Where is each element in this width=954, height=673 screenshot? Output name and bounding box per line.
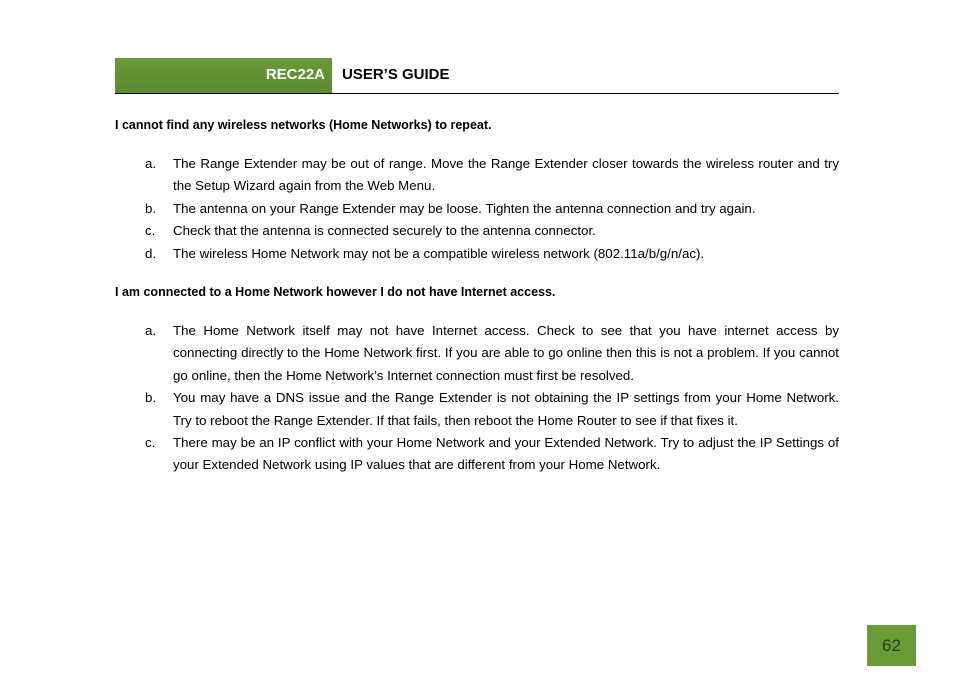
section-list-no-internet: [145, 320, 839, 477]
section-title-no-internet: I am connected to a Home Network however I do not have Internet access.: [115, 285, 556, 299]
list-marker: a.: [145, 156, 157, 171]
list-item: [145, 432, 839, 477]
section-list-no-networks: [145, 153, 839, 265]
list-item-text: Check that the antenna is connected securely to the antenna connector.: [173, 223, 596, 239]
list-marker: d.: [145, 245, 157, 261]
list-marker: b.: [145, 200, 157, 216]
list-item: [145, 320, 839, 387]
list-item-text: The Range Extender may be out of range. Move the Range Extender closer towards the wireless router and try the Setup Wizard again from the Web Menu.: [173, 156, 839, 194]
list-item: [145, 153, 839, 198]
list-item-text: The wireless Home Network may not be a compatible wireless network (802.11a/b/g/n/ac).: [173, 245, 705, 261]
page-header: [115, 58, 839, 94]
list-marker: b.: [145, 390, 157, 406]
guide-title: USER’S GUIDE: [342, 66, 450, 83]
section-title-no-networks: I cannot find any wireless networks (Home Networks) to repeat.: [115, 118, 492, 132]
list-item: [145, 198, 839, 220]
model-name: REC22A: [265, 66, 325, 83]
page-number-badge: 62: [867, 625, 916, 666]
list-item-text: There may be an IP conflict with your Home Network and your Extended Network. Try to adjust the IP Settings of your Extended Network using IP values that are different from your Home Network.: [173, 435, 839, 473]
list-item-text: The Home Network itself may not have Internet access. Check to see that you have internet access by connecting directly to the Home Network first. If you are able to go online then this is not a problem. If you cannot go online, then the Home Network’s Internet connection must first be resolved.: [173, 323, 839, 383]
list-item: [145, 220, 839, 242]
list-item-text: You may have a DNS issue and the Range Extender is not obtaining the IP settings from your Home Network. Try to reboot the Range Extender. If that fails, then reboot the Home Router to see if that fixes it.: [173, 390, 839, 428]
model-banner: [115, 58, 332, 93]
list-item: [145, 243, 839, 265]
list-marker: c.: [145, 223, 156, 239]
list-marker: c.: [145, 435, 156, 451]
list-marker: a.: [145, 323, 157, 338]
list-item: [145, 387, 839, 432]
list-item-text: The antenna on your Range Extender may be loose. Tighten the antenna connection and try again.: [173, 200, 756, 216]
